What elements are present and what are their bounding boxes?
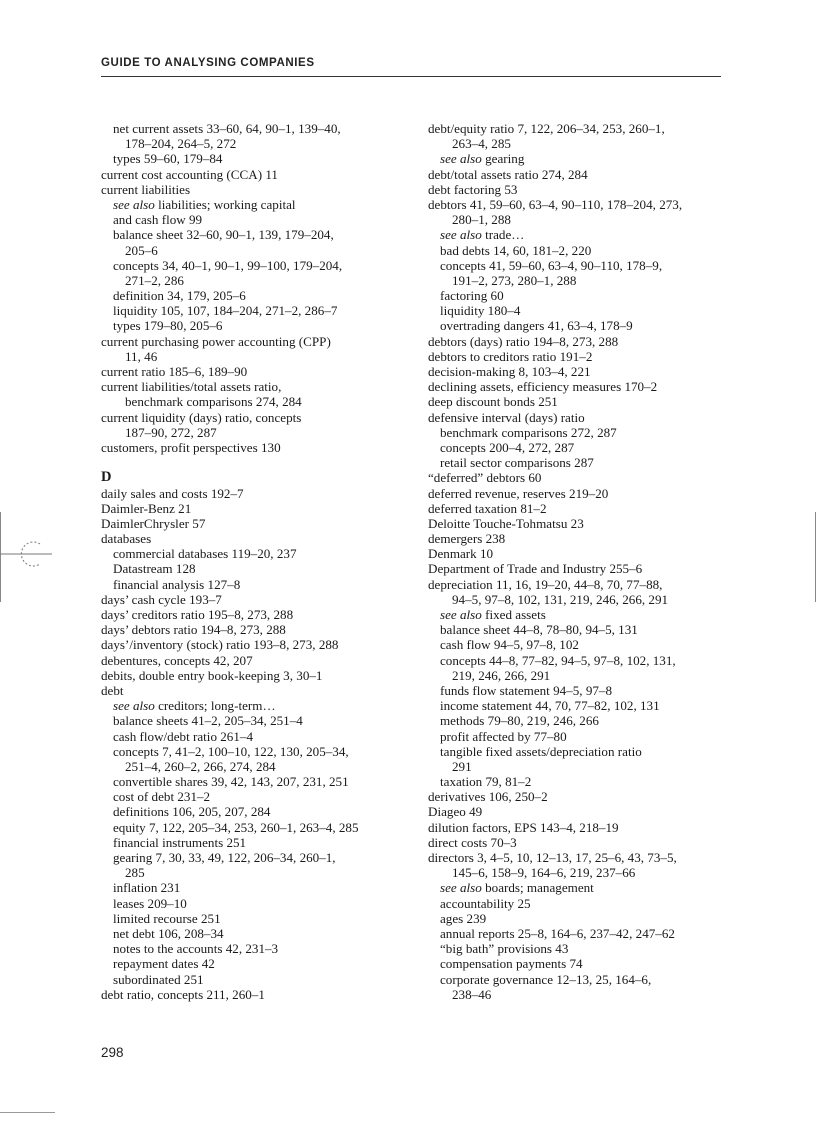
index-subentry: funds flow statement 94–5, 97–8 bbox=[440, 682, 613, 698]
see-also-label: see also bbox=[440, 880, 482, 896]
index-text: trade… bbox=[481, 227, 525, 243]
index-entry: debt ratio, concepts 211, 260–1 bbox=[101, 986, 265, 1002]
index-entry: declining assets, efficiency measures 170–2 bbox=[428, 379, 658, 395]
index-entry: current liabilities/total assets ratio, bbox=[101, 379, 282, 395]
index-subentry: definition 34, 179, 205–6 bbox=[113, 288, 246, 304]
index-subentry: commercial databases 119–20, 237 bbox=[113, 546, 297, 562]
index-subentry: cash flow 94–5, 97–8, 102 bbox=[440, 637, 579, 653]
index-entry: debt/equity ratio 7, 122, 206–34, 253, 260–1, bbox=[428, 121, 665, 136]
index-continuation: 219, 246, 266, 291 bbox=[452, 667, 551, 683]
index-subentry bbox=[428, 880, 733, 895]
index-entry: current purchasing power accounting (CPP) bbox=[101, 333, 331, 349]
index-continuation: 285 bbox=[125, 865, 145, 881]
index-entry: debentures, concepts 42, 207 bbox=[101, 652, 253, 668]
index-subentry: net debt 106, 208–34 bbox=[113, 925, 224, 941]
index-text: boards; management bbox=[481, 880, 594, 896]
index-subentry: financial analysis 127–8 bbox=[113, 576, 241, 592]
index-entry: Department of Trade and Industry 255–6 bbox=[428, 561, 643, 577]
index-subentry: methods 79–80, 219, 246, 266 bbox=[440, 713, 599, 729]
index-subentry: liquidity 180–4 bbox=[440, 303, 521, 319]
index-subentry: benchmark comparisons 272, 287 bbox=[440, 424, 617, 440]
index-subentry: tangible fixed assets/depreciation ratio bbox=[440, 743, 642, 759]
index-subentry: accountability 25 bbox=[440, 895, 531, 911]
index-text: liabilities; working capital bbox=[154, 196, 296, 212]
running-head: GUIDE TO ANALYSING COMPANIES bbox=[101, 57, 315, 69]
index-subentry: liquidity 105, 107, 184–204, 271–2, 286–7 bbox=[113, 303, 338, 319]
index-entry: current cost accounting (CCA) 11 bbox=[101, 166, 278, 182]
index-subentry: “big bath” provisions 43 bbox=[440, 941, 569, 957]
index-entry: current liabilities bbox=[101, 181, 191, 197]
index-subentry bbox=[428, 151, 733, 166]
index-subentry: concepts 44–8, 77–82, 94–5, 97–8, 102, 131, bbox=[440, 652, 676, 668]
index-continuation: 187–90, 272, 287 bbox=[125, 424, 217, 440]
index-subentry: concepts 41, 59–60, 63–4, 90–110, 178–9, bbox=[440, 257, 663, 273]
index-entry: dilution factors, EPS 143–4, 218–19 bbox=[428, 819, 619, 835]
index-column-left bbox=[101, 121, 406, 1002]
index-subentry: notes to the accounts 42, 231–3 bbox=[113, 941, 279, 957]
index-subentry: factoring 60 bbox=[440, 288, 504, 304]
see-also-label: see also bbox=[440, 151, 482, 167]
index-text: gearing bbox=[481, 151, 525, 167]
header-rule bbox=[101, 76, 721, 77]
index-subentry: gearing 7, 30, 33, 49, 122, 206–34, 260–1, bbox=[113, 850, 336, 865]
index-entry: DaimlerChrysler 57 bbox=[101, 515, 206, 531]
index-subentry: balance sheet 44–8, 78–80, 94–5, 131 bbox=[440, 622, 638, 638]
index-entry: customers, profit perspectives 130 bbox=[101, 439, 281, 455]
see-also-label: see also bbox=[113, 698, 155, 714]
index-subentry: concepts 7, 41–2, 100–10, 122, 130, 205–34, bbox=[113, 743, 349, 759]
index-entry: decision-making 8, 103–4, 221 bbox=[428, 364, 591, 379]
index-subentry: subordinated 251 bbox=[113, 971, 204, 987]
index-subentry: cash flow/debt ratio 261–4 bbox=[113, 728, 253, 744]
index-subentry: annual reports 25–8, 164–6, 237–42, 247–62 bbox=[440, 925, 675, 941]
index-entry: demergers 238 bbox=[428, 531, 506, 547]
index-entry: daily sales and costs 192–7 bbox=[101, 485, 244, 501]
index-continuation: 238–46 bbox=[452, 986, 492, 1002]
index-continuation: 178–204, 264–5, 272 bbox=[125, 136, 237, 152]
index-entry: debt/total assets ratio 274, 284 bbox=[428, 166, 588, 182]
index-subentry: ages 239 bbox=[440, 910, 487, 926]
index-subentry: inflation 231 bbox=[113, 880, 181, 896]
index-subentry: cost of debt 231–2 bbox=[113, 789, 211, 805]
index-subentry bbox=[101, 698, 406, 713]
index-entry: days’ creditors ratio 195–8, 273, 288 bbox=[101, 607, 294, 622]
trim-line bbox=[0, 1112, 55, 1113]
index-entry: debtors to creditors ratio 191–2 bbox=[428, 348, 593, 364]
index-entry: debtors 41, 59–60, 63–4, 90–110, 178–204, 273, bbox=[428, 196, 683, 212]
index-continuation: 145–6, 158–9, 164–6, 219, 237–66 bbox=[452, 865, 636, 881]
section-gap bbox=[101, 455, 406, 470]
index-continuation: 11, 46 bbox=[125, 348, 158, 364]
index-entry: “deferred” debtors 60 bbox=[428, 470, 542, 486]
index-entry: current liquidity (days) ratio, concepts bbox=[101, 409, 302, 425]
index-entry: direct costs 70–3 bbox=[428, 834, 517, 850]
index-subentry: financial instruments 251 bbox=[113, 834, 247, 850]
index-subentry: net current assets 33–60, 64, 90–1, 139–40, bbox=[113, 121, 341, 136]
index-entry: debtors (days) ratio 194–8, 273, 288 bbox=[428, 333, 619, 349]
index-entry: days’ debtors ratio 194–8, 273, 288 bbox=[101, 622, 286, 638]
index-subentry: repayment dates 42 bbox=[113, 956, 215, 972]
index-subentry: compensation payments 74 bbox=[440, 956, 583, 972]
index-subentry: concepts 200–4, 272, 287 bbox=[440, 439, 575, 455]
index-entry: debt bbox=[101, 682, 124, 698]
index-continuation: 191–2, 273, 280–1, 288 bbox=[452, 272, 577, 288]
index-column-right bbox=[428, 121, 733, 1002]
index-continuation: 291 bbox=[452, 758, 472, 774]
index-text: fixed assets bbox=[481, 607, 546, 622]
index-subentry: types 179–80, 205–6 bbox=[113, 318, 223, 334]
index-continuation: 271–2, 286 bbox=[125, 272, 184, 288]
index-entry: databases bbox=[101, 531, 152, 547]
index-entry: Denmark 10 bbox=[428, 546, 494, 562]
index-entry: depreciation 11, 16, 19–20, 44–8, 70, 77–88, bbox=[428, 576, 663, 592]
index-subentry: profit affected by 77–80 bbox=[440, 728, 567, 744]
index-continuation: 280–1, 288 bbox=[452, 212, 511, 228]
index-subentry: equity 7, 122, 205–34, 253, 260–1, 263–4, 285 bbox=[113, 819, 359, 835]
index-entry: Deloitte Touche-Tohmatsu 23 bbox=[428, 515, 584, 531]
see-also-label: see also bbox=[113, 196, 155, 212]
index-entry: deferred revenue, reserves 219–20 bbox=[428, 485, 609, 501]
see-also-label: see also bbox=[440, 227, 482, 243]
index-subentry: corporate governance 12–13, 25, 164–6, bbox=[440, 971, 652, 987]
index-subentry: overtrading dangers 41, 63–4, 178–9 bbox=[440, 318, 633, 334]
index-subentry: Datastream 128 bbox=[113, 561, 196, 577]
index-subentry: limited recourse 251 bbox=[113, 910, 221, 926]
index-continuation: 94–5, 97–8, 102, 131, 219, 246, 266, 291 bbox=[452, 591, 669, 607]
index-entry: current ratio 185–6, 189–90 bbox=[101, 364, 248, 379]
index-entry: defensive interval (days) ratio bbox=[428, 409, 585, 425]
index-subentry: balance sheet 32–60, 90–1, 139, 179–204, bbox=[113, 227, 334, 243]
index-subentry bbox=[428, 607, 733, 622]
index-subentry: definitions 106, 205, 207, 284 bbox=[113, 804, 271, 820]
index-subentry: convertible shares 39, 42, 143, 207, 231, 251 bbox=[113, 774, 349, 790]
index-subentry: income statement 44, 70, 77–82, 102, 131 bbox=[440, 698, 660, 714]
index-entry: Daimler-Benz 21 bbox=[101, 500, 192, 516]
index-continuation: 251–4, 260–2, 266, 274, 284 bbox=[125, 758, 276, 774]
index-entry: directors 3, 4–5, 10, 12–13, 17, 25–6, 43, 73–5, bbox=[428, 850, 677, 865]
index-subentry: concepts 34, 40–1, 90–1, 99–100, 179–204, bbox=[113, 257, 343, 273]
section-letter: D bbox=[101, 469, 112, 486]
crop-mark bbox=[0, 536, 52, 572]
index-entry: deep discount bonds 251 bbox=[428, 394, 558, 410]
index-subentry: balance sheets 41–2, 205–34, 251–4 bbox=[113, 713, 303, 729]
index-entry: deferred taxation 81–2 bbox=[428, 500, 547, 516]
index-subentry: and cash flow 99 bbox=[113, 212, 203, 228]
index-subentry bbox=[428, 227, 733, 242]
index-continuation: benchmark comparisons 274, 284 bbox=[125, 394, 302, 410]
index-entry: Diageo 49 bbox=[428, 804, 483, 820]
index-continuation: 205–6 bbox=[125, 242, 158, 258]
index-text: creditors; long-term… bbox=[154, 698, 276, 714]
index-entry: derivatives 106, 250–2 bbox=[428, 789, 548, 805]
index-subentry: types 59–60, 179–84 bbox=[113, 151, 223, 167]
index-subentry bbox=[101, 197, 406, 212]
index-entry: debt factoring 53 bbox=[428, 181, 518, 197]
see-also-label: see also bbox=[440, 607, 482, 622]
index-subentry: taxation 79, 81–2 bbox=[440, 774, 532, 790]
index-continuation: 263–4, 285 bbox=[452, 136, 511, 152]
index-entry: debits, double entry book-keeping 3, 30–1 bbox=[101, 667, 323, 683]
index-subentry: leases 209–10 bbox=[113, 895, 187, 911]
index-entry: days’ cash cycle 193–7 bbox=[101, 591, 222, 607]
index-entry: days’/inventory (stock) ratio 193–8, 273, 288 bbox=[101, 637, 339, 653]
index-subentry: retail sector comparisons 287 bbox=[440, 455, 594, 471]
index-subentry: bad debts 14, 60, 181–2, 220 bbox=[440, 242, 592, 258]
page-number: 298 bbox=[101, 1045, 124, 1060]
